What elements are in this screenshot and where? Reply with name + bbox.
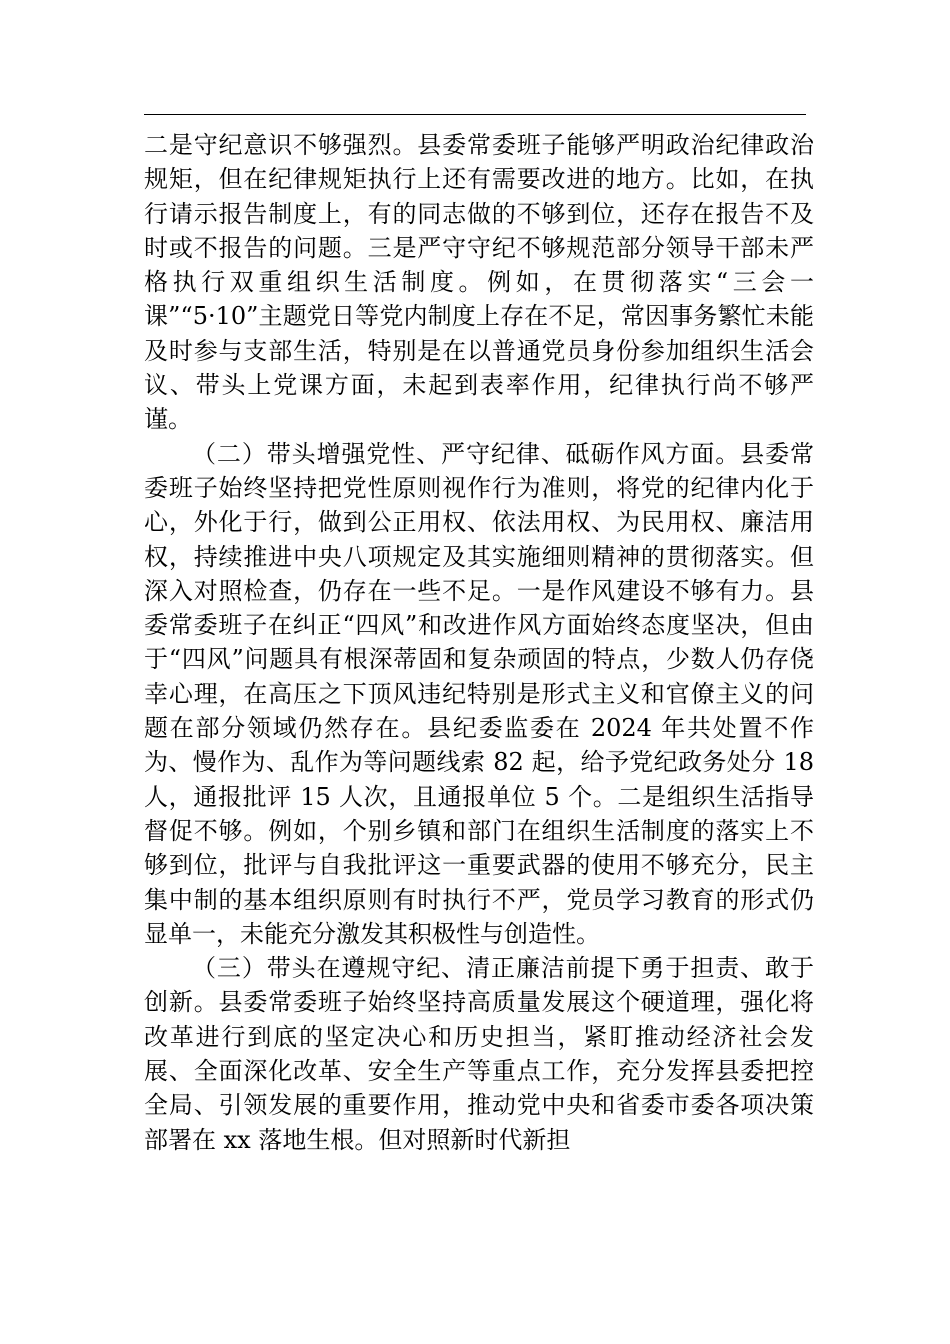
document-body bbox=[144, 128, 814, 1157]
paragraph-discipline-awareness: 二是守纪意识不够强烈。县委常委班子能够严明政治纪律政治规矩，但在纪律规矩执行上还有需要改进的地方。比如，在执行请示报告制度上，有的同志做的不够到位，还存在报告不及时或不报告的问题。三是严守守纪不够规范部分领导干部未严格执行双重组织生活制度。例如，在贯彻落实“三会一课”“5·10”主题党日等党内制度上存在不足，常因事务繁忙未能及时参与支部生活，特别是在以普通党员身份参加组织生活会议、带头上党课方面，未起到表率作用，纪律执行尚不够严谨。 bbox=[144, 131, 814, 434]
paragraph-section-three: （三）带头在遵规守纪、清正廉洁前提下勇于担责、敢于创新。县委常委班子始终坚持高质量发展这个硬道理，强化将改革进行到底的坚定决心和历史担当，紧盯推动经济社会发展、全面深化改革、安全生产等重点工作，充分发挥县委把控全局、引领发展的重要作用，推动党中央和省委市委各项决策部署在 xx 落地生根。但对照新时代新担 bbox=[144, 954, 814, 1154]
header-rule bbox=[144, 114, 806, 115]
paragraph-section-two: （二）带头增强党性、严守纪律、砥砺作风方面。县委常委班子始终坚持把党性原则视作行为准则，将党的纪律内化于心，外化于行，做到公正用权、依法用权、为民用权、廉洁用权，持续推进中央八项规定及其实施细则精神的贯彻落实。但深入对照检查，仍存在一些不足。一是作风建设不够有力。县委常委班子在纠正“四风”和改进作风方面始终态度坚决，但由于“四风”问题具有根深蒂固和复杂顽固的特点，少数人仍存侥幸心理，在高压之下顶风违纪特别是形式主义和官僚主义的问题在部分领域仍然存在。县纪委监委在 2024 年共处置不作为、慢作为、乱作为等问题线索 82 起，给予党纪政务处分 18 人，通报批评 15 人次，且通报单位 5 个。二是组织生活指导督促不够。例如，个别乡镇和部门在组织生活制度的落实上不够到位，批评与自我批评这一重要武器的使用不够充分，民主集中制的基本组织原则有时执行不严，党员学习教育的形式仍显单一，未能充分激发其积极性与创造性。 bbox=[144, 439, 814, 948]
